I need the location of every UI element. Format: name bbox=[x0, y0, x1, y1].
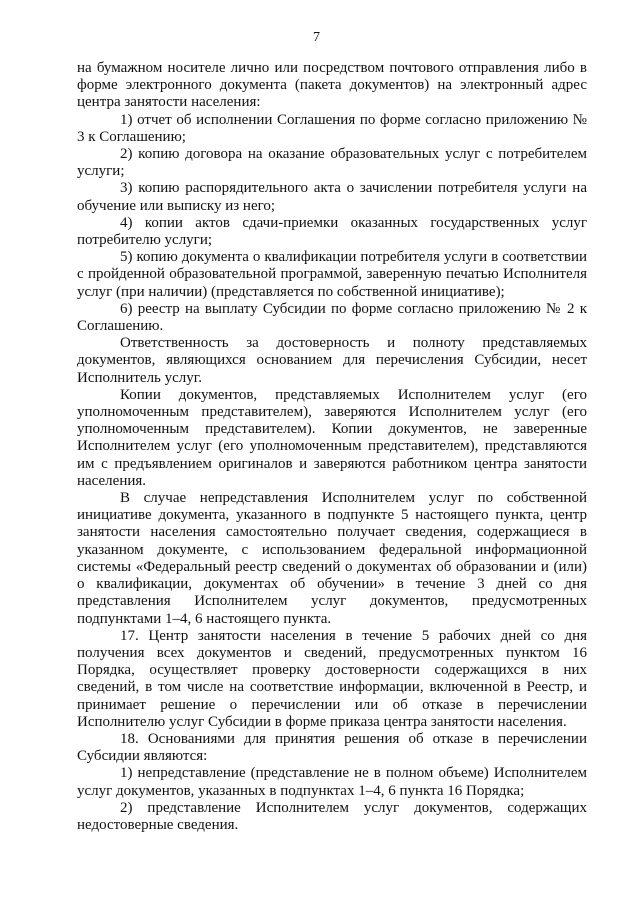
document-body bbox=[77, 60, 587, 834]
page-number: 7 bbox=[313, 30, 320, 45]
list-item-6: 6) реестр на выплату Субсидии по форме согласно приложению № 2 к Соглашению. bbox=[77, 300, 587, 335]
paragraph-continuation: на бумажном носителе лично или посредством почтового отправления либо в форме электронного документа (пакета документов) на электронный адрес центра занятости населения: bbox=[77, 60, 587, 111]
clause-18-item-2: 2) представление Исполнителем услуг документов, содержащих недостоверные сведения. bbox=[77, 799, 587, 833]
list-item-4: 4) копии актов сдачи-приемки оказанных государственных услуг потребителю услуги; bbox=[77, 214, 587, 249]
list-item-3: 3) копию распорядительного акта о зачислении потребителя услуги на обучение или выписку из него; bbox=[77, 180, 587, 214]
paragraph-non-submission: В случае непредставления Исполнителем услуг по собственной инициативе документа, указанного в подпункте 5 настоящего пункта, центр занятости населения самостоятельно получает сведения, содержащиеся в указанном документе, с использованием федеральной информационной системы «Федеральный реестр сведений о документах об образовании и (или) о квалификации, документах об обучении» в течение 3 дней со дня представления Исполнителем услуг документов, предусмотренных подпунктами 1–4, 6 настоящего пункта. bbox=[77, 490, 587, 627]
list-item-1: 1) отчет об исполнении Соглашения по форме согласно приложению № 3 к Соглашению; bbox=[77, 111, 587, 145]
clause-18-item-1: 1) непредставление (представление не в полном объеме) Исполнителем услуг документов, указанных в подпунктах 1–4, 6 пункта 16 Порядка; bbox=[77, 765, 587, 799]
list-item-2: 2) копию договора на оказание образовательных услуг с потребителем услуги; bbox=[77, 146, 587, 180]
paragraph-copies: Копии документов, представляемых Исполнителем услуг (его уполномоченным представителем), заверяются Исполнителем услуг (его уполномоченным представителем). Копии документов, не заверенные Исполнителем услуг (его уполномоченным представителем), представляются им с предъявлением оригиналов и заверяются работником центра занятости населения. bbox=[77, 386, 587, 489]
list-item-5: 5) копию документа о квалификации потребителя услуги в соответствии с пройденной образовательной программой, заверенную печатью Исполнителя услуг (при наличии) (представляется по собственной инициативе); bbox=[77, 249, 587, 300]
paragraph-responsibility: Ответственность за достоверность и полноту представляемых документов, являющихся основанием для перечисления Субсидии, несет Исполнитель услуг. bbox=[77, 335, 587, 386]
clause-18: 18. Основаниями для принятия решения об отказе в перечислении Субсидии являются: bbox=[77, 730, 587, 765]
clause-17: 17. Центр занятости населения в течение 5 рабочих дней со дня получения всех документов и сведений, предусмотренных пунктом 16 Порядка, осуществляет проверку достоверности содержащихся в них сведений, в том числе на соответствие информации, включенной в Реестр, и принимает решение о перечислении или об отказе в перечислении Исполнителю услуг Субсидии в форме приказа центра занятости населения. bbox=[77, 627, 587, 730]
